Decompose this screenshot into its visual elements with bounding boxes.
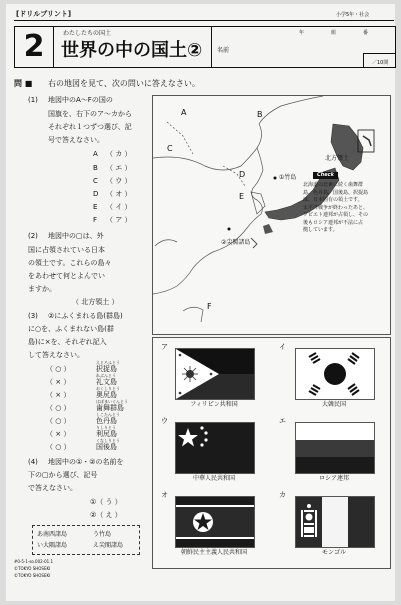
q2-line: をあわせて何とよんでい — [28, 272, 105, 280]
q3-line: して答えなさい。 — [28, 351, 84, 359]
question-instruction: 右の地図を見て、次の問いに答えなさい。 — [48, 79, 200, 88]
q3-island: 礼文島 — [96, 378, 117, 386]
q2-line: ますか。 — [28, 285, 56, 293]
lesson-number: 2 — [15, 27, 54, 67]
q2-line: の領土です。これらの島々 — [28, 259, 112, 267]
q3-mark[interactable]: （ ○ ） — [46, 417, 71, 425]
q4-choice: い大隅諸島 — [37, 542, 68, 549]
q1-answer[interactable]: （ カ ） — [106, 150, 132, 158]
q3-furigana: おくしりとう — [96, 386, 120, 391]
russia-flag — [295, 422, 375, 474]
north-korea-flag — [175, 496, 255, 548]
map-note-line: 後もロシア連邦が不法に占 — [303, 219, 364, 226]
q1-letter: F — [93, 216, 98, 224]
q4-line: 地図中の①・②の名前を — [48, 458, 124, 466]
header-rule — [14, 20, 394, 21]
footer-copyright: ©TOKYO SHOSEKI — [14, 566, 51, 571]
map-note-line: 島、色丹島、国後島、択捉島 — [303, 189, 369, 196]
flag-kana: イ — [279, 343, 286, 351]
q3-line: 島)に×を、それぞれ記入 — [28, 338, 107, 346]
q1-letter: E — [93, 203, 98, 211]
flag-kana: オ — [161, 491, 168, 499]
q3-island: 利尻島 — [96, 430, 117, 438]
name-label: 名前 — [217, 47, 230, 54]
q1-letter: D — [93, 190, 99, 198]
q3-furigana: れぶんとう — [96, 373, 116, 378]
flag-kana: カ — [279, 491, 286, 499]
map-label-f: F — [207, 302, 212, 311]
q1-letter: C — [93, 177, 98, 185]
flag-name: 大韓民国 — [321, 401, 346, 408]
q4-answer[interactable]: ①（ う ） — [90, 498, 122, 506]
flag-kana: ア — [161, 343, 168, 351]
flags-panel — [152, 337, 391, 569]
q1-line: それぞれ１つずつ選び、記 — [48, 123, 132, 131]
year-label: 年 — [299, 30, 305, 36]
q2-line: 地図中の▢は、外 — [48, 232, 104, 240]
q3-number: (3) — [28, 312, 38, 320]
flag-name: 朝鮮民主主義人民共和国 — [180, 549, 247, 556]
flag-name: 中華人民共和国 — [192, 475, 235, 482]
q1-number: (1) — [28, 96, 38, 104]
q4-answer[interactable]: ②（ え ） — [90, 511, 122, 519]
q4-choice: え尖閣諸島 — [93, 542, 124, 549]
q1-answer[interactable]: （ ア ） — [106, 216, 132, 224]
q3-mark[interactable]: （ × ） — [46, 430, 71, 438]
footer-code: #0-5-1-so.002-01.1 — [14, 559, 54, 564]
flag-name: ロシア連邦 — [318, 475, 349, 482]
class-label: 組 — [331, 30, 337, 36]
worksheet — [6, 4, 395, 601]
q1-answer[interactable]: （ オ ） — [106, 190, 132, 198]
flag-kana: ウ — [161, 417, 168, 425]
map-label-d: D — [239, 170, 246, 179]
q3-mark[interactable]: （ ○ ） — [46, 365, 71, 373]
q1-letter: B — [93, 164, 98, 172]
q3-furigana: えとろふとう — [96, 360, 120, 365]
q3-furigana: りしりとう — [96, 425, 116, 430]
grade-subject: 小学5年・社会 — [336, 12, 370, 18]
map-note-line: ソビエト連邦が占領し、その — [303, 212, 369, 218]
check-tag: Check — [313, 172, 338, 179]
drill-label: [ドリルプリント] — [16, 10, 72, 18]
q4-line: で答えなさい。 — [28, 484, 77, 492]
map-label-a: A — [181, 108, 187, 117]
map-note-line: 拠しています。 — [303, 227, 338, 233]
map-label-takeshima: ①竹島 — [279, 174, 297, 181]
philippines-flag — [175, 348, 255, 400]
q4-choice: う竹島 — [93, 531, 112, 538]
q3-island: 奥尻島 — [96, 391, 117, 399]
q1-answer[interactable]: （ エ ） — [106, 164, 132, 172]
map-label-e: E — [239, 192, 245, 201]
q3-mark[interactable]: （ ○ ） — [46, 404, 71, 412]
q1-line: 地図中のA～Fの国の — [48, 96, 113, 104]
flag-kana: エ — [279, 417, 286, 425]
title-box — [14, 26, 396, 68]
map-label-senkaku: ②尖閣諸島 — [221, 239, 251, 246]
question-marker: 問 ■ — [14, 79, 33, 88]
q4-choice-box — [32, 525, 140, 555]
q1-answer[interactable]: （ イ ） — [106, 203, 132, 211]
q3-furigana: くなしりとう — [96, 438, 120, 443]
q3-island: 色丹島 — [96, 417, 117, 425]
flag-name: モンゴル — [321, 549, 346, 556]
q4-line: 下の▢から選び、記号 — [28, 471, 98, 479]
q1-line: 国旗を、右下のア～カから — [48, 110, 132, 118]
q2-line: 国に占領されている日本 — [28, 246, 105, 254]
map-note-line: 北海道の北東に続く歯舞群 — [303, 182, 364, 188]
q3-mark[interactable]: （ × ） — [46, 378, 71, 386]
q3-mark[interactable]: （ × ） — [46, 391, 71, 399]
q3-line: に○を、ふくまれない島(群 — [28, 325, 114, 333]
map-label-hoppo: 北方領土 — [325, 155, 350, 162]
q1-line: 号で答えなさい。 — [48, 136, 104, 144]
mongolia-flag — [295, 496, 375, 548]
map-panel — [152, 95, 391, 335]
flag-name: フィリピン共和国 — [190, 401, 238, 408]
q1-letter: A — [93, 150, 98, 158]
footer-copyright: ©TOKYO SHOSEKI — [14, 573, 51, 578]
q3-furigana: はぼまいぐんとう — [96, 399, 128, 404]
map-note-line: 太平洋戦争が終わったあと、 — [303, 204, 368, 211]
lesson-title: 世界の中の国土② — [61, 40, 203, 61]
q1-answer[interactable]: （ ウ ） — [106, 177, 132, 185]
name-divider — [211, 27, 212, 67]
q4-number: (4) — [28, 458, 38, 466]
map-note — [303, 182, 387, 235]
q4-choice: あ南西諸島 — [37, 531, 68, 538]
q3-island: 国後島 — [96, 443, 117, 451]
map-label-c: C — [167, 144, 173, 153]
china-flag — [175, 422, 255, 474]
map-note-line: は、日本固有の領土です。 — [303, 197, 363, 203]
q3-line: ②にふくまれる島(群島) — [48, 312, 123, 320]
q3-furigana: しこたんとう — [96, 412, 120, 417]
q2-number: (2) — [28, 232, 38, 240]
lesson-subtitle: わたしたちの国土 — [63, 30, 112, 37]
q3-mark[interactable]: （ ○ ） — [46, 443, 71, 451]
map-label-b: B — [257, 110, 263, 119]
q3-island: 歯舞群島 — [96, 404, 124, 412]
south-korea-flag — [295, 348, 375, 400]
score-label: ／10問 — [372, 60, 389, 66]
q2-answer[interactable]: （ 北方領土 ） — [72, 298, 119, 306]
number-label: 番 — [363, 30, 369, 36]
q3-island: 択捉島 — [96, 365, 117, 373]
